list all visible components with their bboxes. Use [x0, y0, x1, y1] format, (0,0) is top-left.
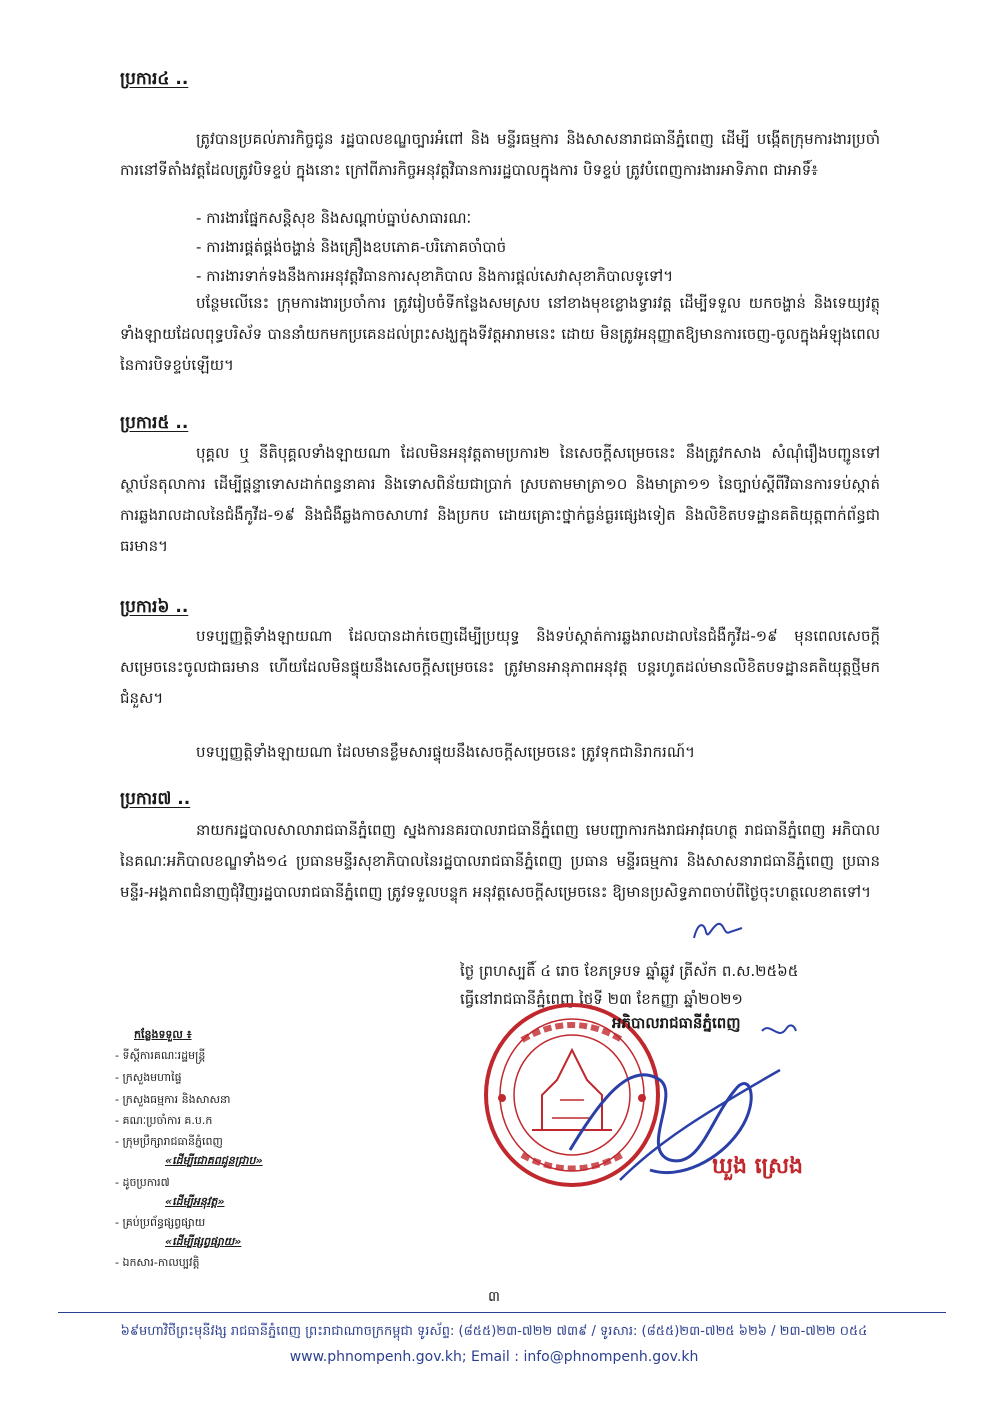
date-solar: ធ្វើនៅរាជធានីភ្នំពេញ ថ្ងៃទី ២៣ ខែកញ្ញា ឆ្នាំ២០២១ [460, 990, 743, 1008]
initial-mark-icon [690, 918, 746, 944]
recipient-note: «ដើម្បីអនុវត្ត» [165, 1195, 225, 1208]
recipient-note: «ដើម្បីផ្សព្វផ្សាយ» [165, 1235, 242, 1248]
recipient-note: «ដើម្បីជោគពជូនជ្រាប» [165, 1154, 263, 1167]
article-4-bullet-1: - ការងារផ្នែកសន្តិសុខ និងសណ្តាប់ធ្នាប់សាធារណៈ [196, 209, 472, 227]
article-4-paragraph-1: ត្រូវបានប្រគល់ភារកិច្ចជូន រដ្ឋបាលខណ្ឌច្បារអំពៅ និង មន្ទីរធម្មការ និងសាសនារាជធានីភ្នំពេញ ដើម្បី បង្កើតក្រុមការងារប្រចាំការនៅទីតាំងវត្តដែលត្រូវបិទខ្ទប់ ក្នុងនោះ ក្រៅពីភារកិច្ចអនុវត្តវិធានការរដ្ឋបាលក្នុងការ បិទខ្ទប់ ត្រូវបំពេញការងារអាទិភាព ជាអាទិ៍៖ [120, 130, 880, 179]
article-5-paragraph-1: បុគ្គល ឬ នីតិបុគ្គលទាំងឡាយណា ដែលមិនអនុវត្តតាមប្រការ២ នៃសេចក្តីសម្រេចនេះ នឹងត្រូវកសាង សំណុំរឿងបញ្ជូនទៅស្ថាប័នតុលាការ ដើម្បីផ្តន្ទាទោសដាក់ពន្ធនាគារ និងទោសពិន័យជាប្រាក់ ស្របតាមមាត្រា១០ និងមាត្រា១១ នៃច្បាប់ស្តីពីវិធានការទប់ស្កាត់ការឆ្លងរាលដាលនៃជំងឺកូវីដ-១៩ និងជំងឺឆ្លងកាចសាហាវ និងប្រកប ដោយគ្រោះថ្នាក់ធ្ងន់ធ្ងរផ្សេងទៀត និងលិខិតបទដ្ឋានគតិយុត្តពាក់ព័ន្ធជាធរមាន។ [120, 444, 880, 555]
page-number: ៣ [488, 1289, 500, 1305]
office-title: អភិបាលរាជធានីភ្នំពេញ [612, 1014, 741, 1032]
recipient-item: - ឯកសារ-កាលប្បវត្តិ [115, 1256, 200, 1269]
article-6-paragraph-2: បទប្បញ្ញត្តិទាំងឡាយណា ដែលមានខ្លឹមសារផ្ទុយនឹងសេចក្តីសម្រេចនេះ ត្រូវទុកជានិរាករណ៍។ [196, 743, 696, 761]
recipient-item: - ដូចប្រការ៧ [115, 1176, 170, 1189]
recipient-item: - ក្រសួងធម្មការ និងសាសនា [115, 1093, 231, 1106]
article-6-heading: ប្រការ៦ .. [120, 597, 189, 617]
footer-web-email: www.phnompenh.gov.kh; Email : info@phnompenh.gov.kh [289, 1349, 699, 1365]
article-4-heading: ប្រការ៤ .. [120, 69, 189, 89]
article-4-bullet-2: - ការងារផ្គត់ផ្គង់ចង្ហាន់ និងគ្រឿងឧបភោគ-បរិភោគចាំបាច់ [196, 238, 507, 256]
article-5-heading: ប្រការ៥ .. [120, 413, 189, 433]
recipients-title: កន្លែងទទួល ៖ [134, 1028, 192, 1041]
article-6-paragraph-1: បទប្បញ្ញត្តិទាំងឡាយណា ដែលបានដាក់ចេញដើម្បីប្រយុទ្ធ និងទប់ស្កាត់ការឆ្លងរាលដាលនៃជំងឺកូវីដ-១៩ មុនពេលសេចក្តីសម្រេចនេះចូលជាធរមាន ហើយដែលមិនផ្ទុយនឹងសេចក្តីសម្រេចនេះ ត្រូវមានអានុភាពអនុវត្ត បន្តរហូតដល់មានលិខិតបទដ្ឋានគតិយុត្តថ្មីមកជំនួស។ [120, 627, 880, 707]
footer-divider [58, 1312, 946, 1313]
recipient-item: - ក្រសួងមហាផ្ទៃ [115, 1071, 182, 1084]
recipient-item: - គ្រប់ប្រព័ន្ធផ្សព្វផ្សាយ [115, 1216, 206, 1229]
date-lunar: ថ្ងៃ ព្រហស្បតិ៍ ៤ រោច ខែភទ្របទ ឆ្នាំឆ្លូវ ត្រីស័ក ព.ស.២៥៦៥ [460, 962, 799, 980]
recipient-item: - ទីស្តីការគណៈរដ្ឋមន្ត្រី [115, 1049, 206, 1062]
article-4-bullet-3: - ការងារទាក់ទងនឹងការអនុវត្តវិធានការសុខាភិបាល និងការផ្តល់សេវាសុខាភិបាលទូទៅ។ [196, 267, 674, 285]
recipient-item: - គណៈប្រចាំការ គ.ប.ក [115, 1114, 213, 1127]
article-7-paragraph-1: នាយករដ្ឋបាលសាលារាជធានីភ្នំពេញ ស្នងការនគរបាលរាជធានីភ្នំពេញ មេបញ្ជាការកងរាជអាវុធហត្ថ រាជធានីភ្នំពេញ អភិបាល នៃគណៈអភិបាលខណ្ឌទាំង១៤ ប្រធានមន្ទីរសុខាភិបាលនៃរដ្ឋបាលរាជធានីភ្នំពេញ ប្រធាន មន្ទីរធម្មការ និងសាសនារាជធានីភ្នំពេញ ប្រធានមន្ទីរ-អង្គភាពជំនាញជុំវិញរដ្ឋបាលរាជធានីភ្នំពេញ ត្រូវទទួលបន្ទុក អនុវត្តសេចក្តីសម្រេចនេះ ឱ្យមានប្រសិទ្ធភាពចាប់ពីថ្ងៃចុះហត្ថលេខាតទៅ។ [120, 821, 880, 901]
article-4-paragraph-2: បន្ថែមលើនេះ ក្រុមការងារប្រចាំការ ត្រូវរៀបចំទីកន្លែងសមស្រប នៅខាងមុខខ្លោងទ្វារវត្ត ដើម្បីទទួល យកចង្ហាន់ និងទេយ្យវត្ថុទាំងឡាយដែលពុទ្ធបរិស័ទ បាននាំយកមកប្រគេនដល់ព្រះសង្ឃក្នុងទីវត្តអារាមនេះ ដោយ មិនត្រូវអនុញ្ញាតឱ្យមានការចេញ-ចូលក្នុងអំឡុងពេលនៃការបិទខ្ទប់ឡើយ។ [120, 294, 880, 374]
footer-address: ៦៩មហាវិថីព្រះមុនីវង្ស រាជធានីភ្នំពេញ ព្រះរាជាណាចក្រកម្ពុជា ទូរស័ព្ទ: (៨៥៥)២៣-៧២២ ៧៣៩ / ទូរសារ: (៨៥៥)២៣-៧២៥ ៦២៦ / ២៣-៧២២ ០៥៤ [120, 1324, 868, 1339]
article-7-heading: ប្រការ៧ .. [120, 789, 191, 809]
signer-name: ឃួង ស្រេង [712, 1154, 804, 1179]
recipient-item: - ក្រុមប្រឹក្សារាជធានីភ្នំពេញ [115, 1135, 223, 1148]
